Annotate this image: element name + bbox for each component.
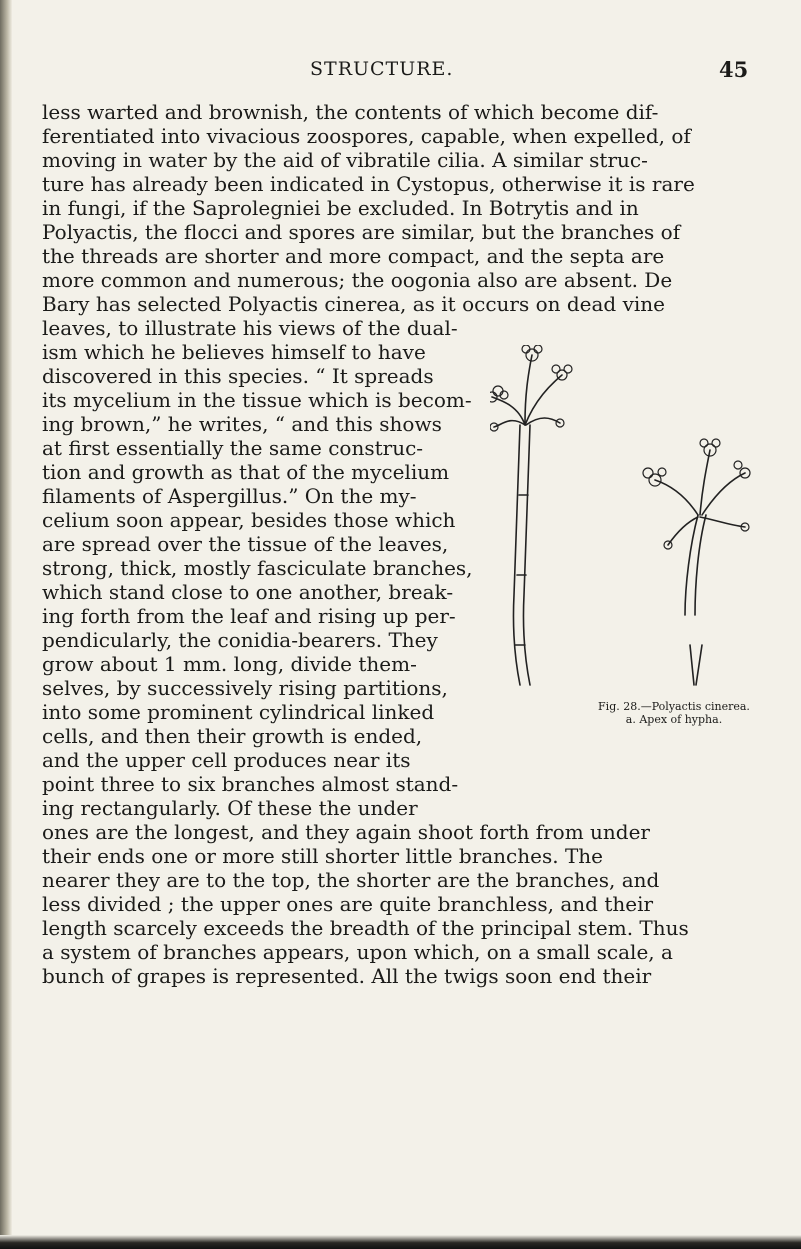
text-line: pendicularly, the conidia-bearers. They (42, 628, 438, 652)
page-binding-shadow (0, 0, 12, 1249)
running-head: STRUCTURE. (310, 58, 454, 80)
text-line: grow about 1 mm. long, divide them- (42, 652, 417, 676)
page-number: 45 (719, 57, 749, 82)
text-line: bunch of grapes is represented. All the twigs soon end their (42, 964, 652, 988)
text-line: discovered in this species. “ It spreads (42, 364, 434, 388)
page-bottom-edge (0, 1235, 801, 1249)
text-line: ing brown,” he writes, “ and this shows (42, 412, 442, 436)
text-line: at first essentially the same construc- (42, 436, 424, 460)
text-line: ture has already been indicated in Cystopus, otherwise it is rare (42, 172, 695, 196)
text-line: their ends one or more still shorter little branches. The (42, 844, 604, 868)
hypha-drawing (490, 345, 752, 690)
text-line: and the upper cell produces near its (42, 748, 411, 772)
text-line: selves, by successively rising partitions, (42, 676, 448, 700)
text-line: cells, and then their growth is ended, (42, 724, 423, 748)
text-line: length scarcely exceeds the breadth of the principal stem. Thus (42, 916, 689, 940)
text-line: ism which he believes himself to have (42, 340, 426, 364)
caption-legend: a. Apex of hypha. (625, 713, 723, 726)
caption-title: Fig. 28.—Polyactis cinerea. (598, 700, 750, 713)
text-line: filaments of Aspergillus.” On the my- (42, 484, 417, 508)
text-line: less divided ; the upper ones are quite branchless, and their (42, 892, 654, 916)
text-line: leaves, to illustrate his views of the dual- (42, 316, 458, 340)
text-line: Bary has selected Polyactis cinerea, as it occurs on dead vine (42, 292, 665, 316)
figure-polyactis-illustration (490, 345, 752, 690)
text-line: into some prominent cylindrical linked (42, 700, 435, 724)
text-line: ones are the longest, and they again shoot forth from under (42, 820, 650, 844)
text-line: nearer they are to the top, the shorter are the branches, and (42, 868, 660, 892)
text-line: ing rectangularly. Of these the under (42, 796, 418, 820)
text-line: moving in water by the aid of vibratile cilia. A similar struc- (42, 148, 648, 172)
text-line: celium soon appear, besides those which (42, 508, 456, 532)
text-line: more common and numerous; the oogonia also are absent. De (42, 268, 673, 292)
text-line: less warted and brownish, the contents of which become dif- (42, 100, 659, 124)
text-line: ing forth from the leaf and rising up per- (42, 604, 456, 628)
text-line: tion and growth as that of the mycelium (42, 460, 450, 484)
text-line: strong, thick, mostly fasciculate branches, (42, 556, 473, 580)
text-line: point three to six branches almost stand- (42, 772, 459, 796)
text-line: ferentiated into vivacious zoospores, capable, when expelled, of (42, 124, 691, 148)
text-line: in fungi, if the Saprolegniei be excluded. In Botrytis and in (42, 196, 639, 220)
figure-caption (574, 700, 774, 726)
text-line: a system of branches appears, upon which, on a small scale, a (42, 940, 673, 964)
text-line: its mycelium in the tissue which is becom- (42, 388, 472, 412)
text-line: are spread over the tissue of the leaves, (42, 532, 449, 556)
text-line: which stand close to one another, break- (42, 580, 454, 604)
text-line: the threads are shorter and more compact, and the septa are (42, 244, 665, 268)
text-line: Polyactis, the flocci and spores are similar, but the branches of (42, 220, 681, 244)
page-header (0, 58, 801, 86)
